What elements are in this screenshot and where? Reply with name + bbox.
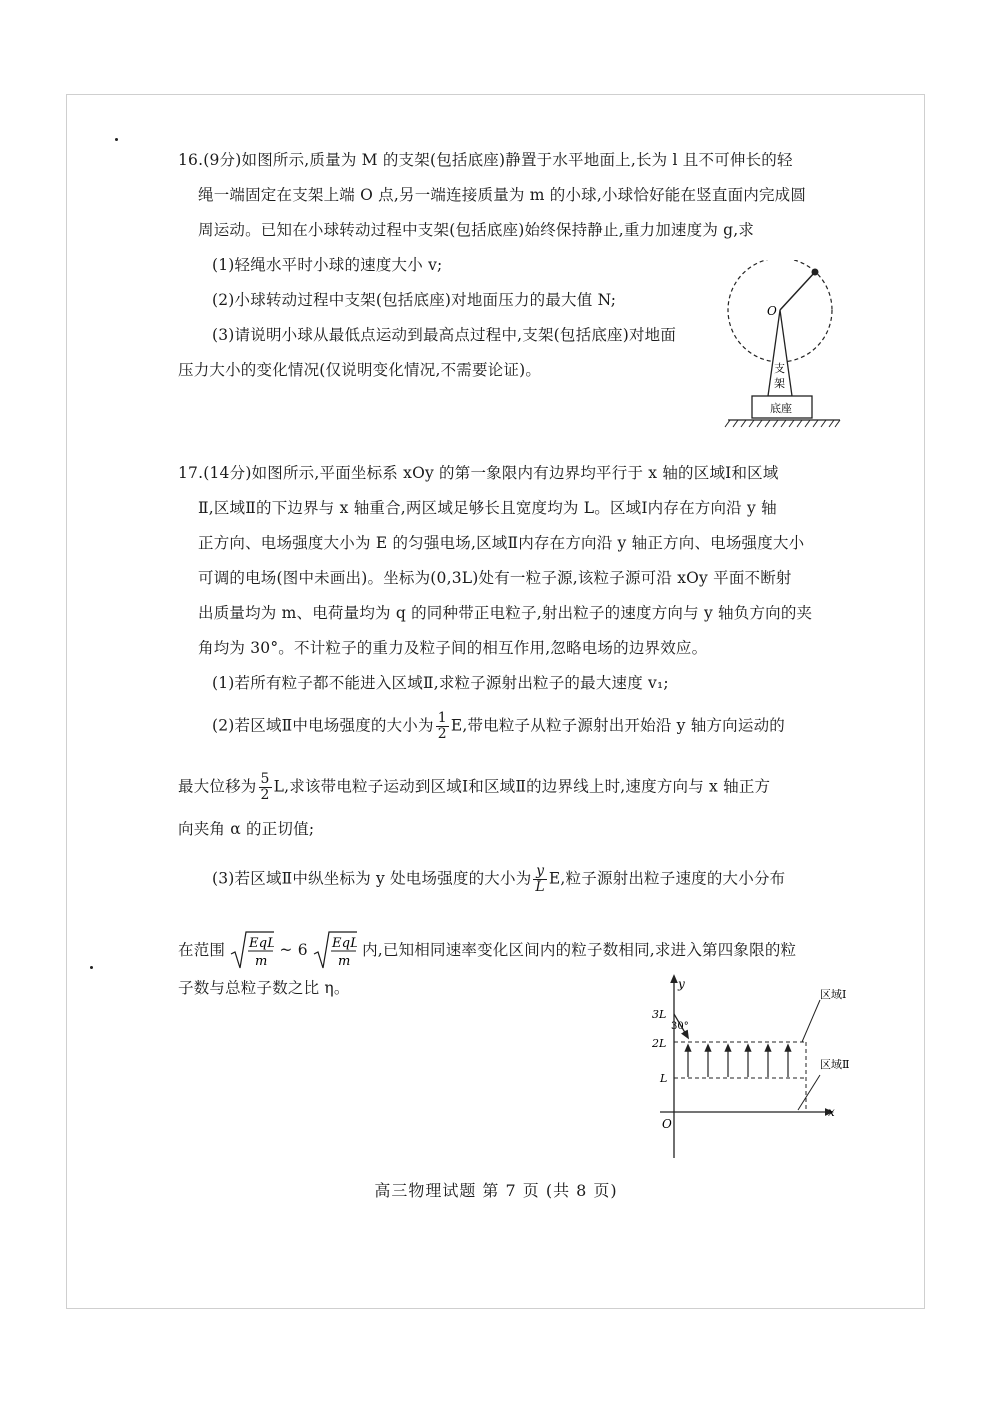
q17-figure (640, 970, 870, 1165)
sqrt-sign (313, 930, 357, 972)
q16-part-3a: (3)请说明小球从最低点运动到最高点过程中,支架(包括底座)对地面 (212, 326, 677, 344)
tick-2l: 2L (652, 1037, 667, 1050)
q17-part-3-pre: (3)若区域Ⅱ中纵坐标为 y 处电场强度的大小为 (212, 869, 532, 888)
q17-part-3 (212, 864, 785, 895)
axis-y-label: y (678, 977, 685, 991)
page-footer: 高三物理试题 第 7 页 (共 8 页) (374, 1181, 618, 1200)
rad-den: m (337, 954, 351, 969)
frac-den: L (535, 879, 545, 895)
sqrt-eql-over-m (230, 930, 274, 972)
frac-num: 1 (437, 710, 447, 726)
label-zhi: 支 (774, 362, 785, 375)
q17-part-2-post: E,带电粒子从粒子源射出开始沿 y 轴方向运动的 (450, 716, 785, 735)
sqrt-sign (230, 930, 274, 972)
rad-den: m (255, 954, 268, 969)
sqrt-eql-over-m-2 (313, 930, 357, 972)
q17-part-2b-pre: 最大位移为 (178, 777, 257, 796)
q17-part-3b-post: 内,已知相同速率变化区间内的粒子数相同,求进入第四象限的粒 (362, 941, 797, 959)
q17-part-2c: 向夹角 α 的正切值; (178, 820, 315, 838)
tick-3l: 3L (652, 1008, 667, 1021)
speck (115, 138, 118, 141)
q17-line-5: 出质量均为 m、电荷量均为 q 的同种带正电粒子,射出粒子的速度方向与 y 轴负方向的夹 (198, 604, 813, 622)
rad-num: EqL (331, 936, 357, 951)
speck (90, 966, 93, 969)
q16-line-1: 16.(9分)如图所示,质量为 M 的支架(包括底座)静置于水平地面上,长为 l 且不可伸长的轻 (178, 151, 793, 169)
q17-part-3b-mid: ~ 6 (279, 941, 308, 959)
frac-den: 2 (260, 787, 270, 803)
q17-line-4: 可调的电场(图中未画出)。坐标为(0,3L)处有一粒子源,该粒子源可沿 xOy 平面不断射 (198, 569, 792, 587)
tick-l: L (660, 1072, 668, 1085)
q17-part-2b-post: L,求该带电粒子运动到区域Ⅰ和区域Ⅱ的边界线上时,速度方向与 x 轴正方 (273, 777, 771, 796)
frac-num: 5 (260, 771, 270, 787)
origin-label: O (662, 1117, 672, 1131)
q17-line-6: 角均为 30°。不计粒子的重力及粒子间的相互作用,忽略电场的边界效应。 (198, 639, 708, 657)
region-2-label: 区域Ⅱ (820, 1058, 850, 1071)
q17-line-1: 17.(14分)如图所示,平面坐标系 xOy 的第一象限内有边界均平行于 x 轴的区域Ⅰ和区域 (178, 464, 779, 482)
label-jia: 架 (774, 377, 785, 390)
q17-part-3b (178, 930, 796, 972)
frac-den: 2 (437, 726, 447, 742)
fraction-five-halves (259, 772, 272, 803)
fraction-y-over-l (533, 864, 547, 895)
q17-part-3-post: E,粒子源射出粒子速度的大小分布 (548, 869, 786, 888)
q16-line-3: 周运动。已知在小球转动过程中支架(包括底座)始终保持静止,重力加速度为 g,求 (198, 221, 755, 239)
q16-part-1: (1)轻绳水平时小球的速度大小 v; (212, 256, 443, 274)
q17-part-2b (178, 772, 770, 803)
q17-part-1: (1)若所有粒子都不能进入区域Ⅱ,求粒子源射出粒子的最大速度 v₁; (212, 674, 669, 692)
q17-part-2-pre: (2)若区域Ⅱ中电场强度的大小为 (212, 716, 434, 735)
label-base: 底座 (770, 402, 792, 415)
q17-part-2 (212, 711, 785, 742)
region-1-label: 区域Ⅰ (820, 988, 847, 1001)
frac-num: y (533, 864, 547, 880)
q17-line-3: 正方向、电场强度大小为 E 的匀强电场,区域Ⅱ内存在方向沿 y 轴正方向、电场强度大小 (198, 534, 805, 552)
rad-num: EqL (249, 936, 275, 951)
q17-line-2: Ⅱ,区域Ⅱ的下边界与 x 轴重合,两区域足够长且宽度均为 L。区域Ⅰ内存在方向沿 y 轴 (198, 499, 777, 517)
q17-part-3c: 子数与总粒子数之比 η。 (178, 979, 350, 997)
q17-part-3b-pre: 在范围 (178, 941, 226, 959)
q16-line-2: 绳一端固定在支架上端 O 点,另一端连接质量为 m 的小球,小球恰好能在竖直面内完成圆 (198, 186, 807, 204)
q16-figure (722, 260, 852, 438)
angle-label: 30° (671, 1021, 689, 1032)
fraction-half (436, 711, 449, 742)
axis-x-label: x (828, 1105, 835, 1119)
q16-part-3b: 压力大小的变化情况(仅说明变化情况,不需要论证)。 (178, 361, 542, 379)
label-o: O (767, 304, 777, 318)
q16-part-2: (2)小球转动过程中支架(包括底座)对地面压力的最大值 N; (212, 291, 617, 309)
